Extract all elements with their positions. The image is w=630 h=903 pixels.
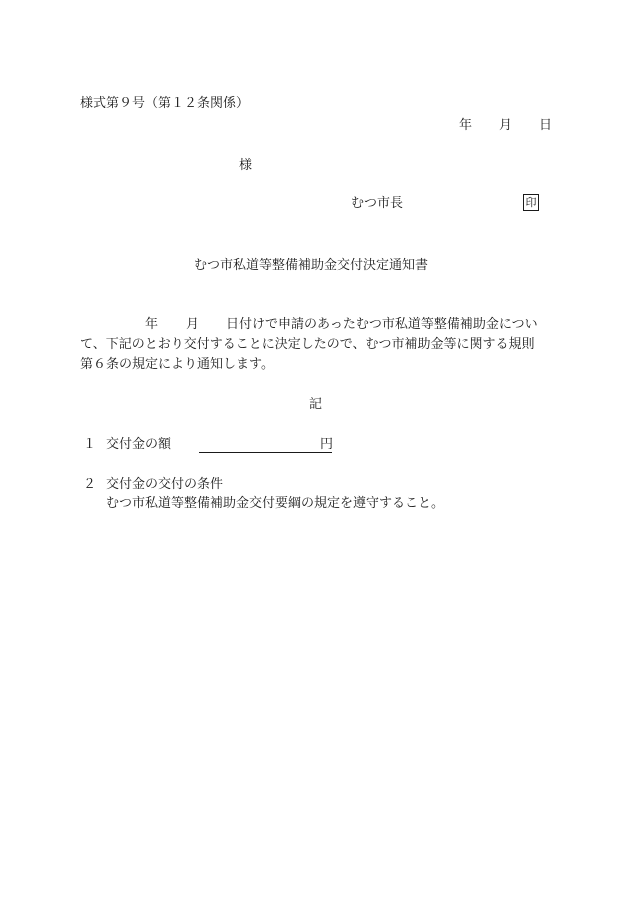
body-date-year: 年	[145, 317, 159, 332]
item-2-detail: むつ市私道等整備補助金交付要綱の規定を遵守すること。	[106, 496, 445, 511]
item-1-label: 交付金の額	[106, 437, 172, 452]
date-day-label: 日	[539, 118, 553, 133]
seal-mark: 印	[523, 194, 539, 211]
ki-heading: 記	[309, 397, 323, 412]
amount-blank-line	[199, 452, 332, 453]
form-number: 様式第９号（第１２条関係）	[80, 96, 250, 111]
addressee-honorific: 様	[239, 158, 253, 173]
body-line-2: て、下記のとおり交付することに決定したので、むつ市補助金等に関する規則	[80, 337, 535, 352]
document-title: むつ市私道等整備補助金交付決定通知書	[194, 258, 429, 273]
item-2-label: 交付金の交付の条件	[106, 477, 224, 492]
body-date-month: 月	[186, 317, 200, 332]
item-1-number: １	[83, 437, 97, 452]
body-line-1: 日付けで申請のあったむつ市私道等整備補助金につい	[226, 317, 538, 332]
issuer-name: むつ市長	[351, 196, 404, 211]
item-2-number: ２	[83, 477, 97, 492]
date-month-label: 月	[499, 118, 513, 133]
body-line-3: 第６条の規定により通知します。	[80, 357, 274, 372]
item-1-unit: 円	[320, 437, 334, 452]
date-year-label: 年	[459, 118, 473, 133]
